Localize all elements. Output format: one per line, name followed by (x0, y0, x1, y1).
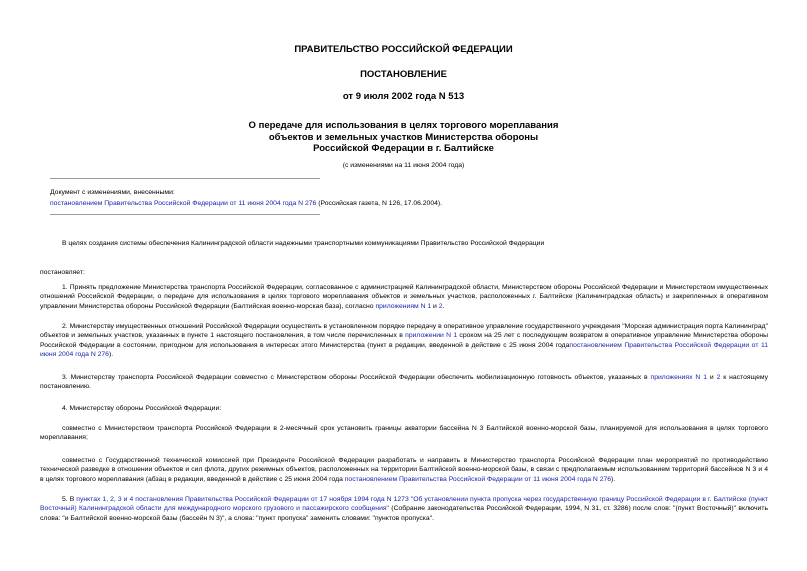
paragraph-3-mid: и (706, 374, 717, 381)
title-line: О передаче для использования в целях торгового мореплавания (248, 120, 559, 131)
title-line: объектов и земельных участков Министерства обороны (268, 131, 539, 143)
divider-bottom (50, 214, 320, 215)
document-type: ПОСТАНОВЛЕНИЕ (360, 69, 447, 80)
paragraph-5-end: (Собрание законодательства Российской Федерации, 1994, N 31, ст. 3286) после слов: "(пункт Восточный)" включить слова: "и Балтийской военно-морской базы (бассейн N 3)", а слова: "пункт пропуска" заменить словами: "пунктов пропуска". (40, 505, 768, 522)
amendment-note: (с изменениями на 11 июня 2004 года) (342, 162, 465, 169)
document-title (0, 120, 807, 155)
paragraph-2-mid: сроком на 25 лет с последующим возвратом в оперативное управление Министерства обороны Российской Федерации в состоянии, пригодном для использования в интересах этого Министерства (пункт в редакции, введенной в действие с 25 июня 2004 года (40, 332, 768, 349)
paragraph-4: 4. Министерству обороны Российской Федерации: (62, 405, 222, 412)
title-line: Российской Федерации в г. Балтийске (313, 143, 494, 154)
appendix-1-link[interactable]: приложениях N 1 (650, 374, 707, 381)
paragraph-2-text: 2. Министерству имущественных отношений Российской Федерации осуществить в установленном порядке передачу в оперативное управление государственного учреждения "Морская администрация порта Калининград" объектов и земельных участков, указанных в пункте 1 настоящего постановления, в том числе перечисленных в (40, 323, 768, 340)
amending-decree-link[interactable]: постановлением Правительства Российской Федерации от 11 июня 2004 года N 276 (40, 341, 769, 359)
paragraph-1-text: 1. Принять предложение Министерства транспорта Российской Федерации, согласованное с администрацией Калининградской области, Министерством обороны Российской Федерации и Министерством имущественных отношений Российской Федерации, о передаче для использования в целях торгового мореплавания объектов и земельных участков, расположенных г. Балтийске (Калининградская область) и закрепленных в оперативном управлении Министерства обороны Российской Федерации (Балтийская военно-морская база), согласно (40, 284, 768, 310)
appendix-1-link[interactable]: приложении N 1 (405, 332, 458, 340)
decree-1273-link[interactable]: пунктах 1, 2, 3 и 4 постановления Правительства Российской Федерации от 17 ноября 1994 года N 1273 "Об установлении пункта пропуска через государственную границу Российской Федерации в г. Балтийске (пункт Восточный) Калининградской области для международного морского грузового и пассажирского сообщения" (40, 496, 769, 513)
document-date-number: от 9 июля 2002 года N 513 (342, 91, 465, 102)
decides: постановляет: (40, 269, 85, 276)
appendix-1-link[interactable]: приложениям N 1 (375, 302, 432, 310)
paragraph-1 (40, 283, 768, 311)
paragraph-3 (40, 373, 768, 392)
paragraph-3-end: к настоящему постановлению. (40, 374, 768, 391)
amending-decree-link[interactable]: постановлением Правительства Российской Федерации от 11 июня 2004 года N 276 (344, 475, 612, 483)
paragraph-5-start: 5. В (62, 496, 77, 503)
appendix-2-link[interactable]: 2 (438, 302, 443, 310)
divider-top (50, 178, 320, 179)
amending-decree-link[interactable]: постановлением Правительства Российской Федерации от 11 июня 2004 года N 276 (50, 200, 317, 207)
changes-source (50, 200, 770, 209)
preamble: В целях создания системы обеспечения Калининградской области надежными транспортными коммуникациями Правительство Российской Федерации (62, 240, 545, 247)
paragraph-4-item-a: совместно с Министерством транспорта Российской Федерации в 2-месячный срок установить границы акватории бассейна N 3 Балтийской военно-морской базы, планируемой для использования в целях торгового мореплавания; (40, 425, 768, 442)
paragraph-2-end: ). (108, 351, 114, 359)
paragraph-3-text: 3. Министерству транспорта Российской Федерации совместно с Министерством обороны Российской Федерации обеспечить мобилизационную готовность объектов, указанных в (62, 374, 651, 381)
paragraph-1-mid: и (431, 302, 439, 310)
paragraph-4-item-b (40, 456, 768, 484)
appendix-2-link[interactable]: 2 (716, 374, 721, 381)
changes-source-suffix: (Российская газета, N 126, 17.06.2004). (316, 200, 443, 207)
paragraph-5 (40, 495, 768, 523)
paragraph-4b-end: ). (611, 475, 616, 483)
paragraph-1-end: . (442, 302, 445, 310)
paragraph-4b-text: совместно с Государственной технической комиссией при Президенте Российской Федерации разработать и направить в Министерство транспорта Российской Федерации план мероприятий по противодействию технической разведке в отношении объектов и сил флота, других режимных объектов, расположенных на территории Балтийской военно-морской базы, в связи с предполагаемым использованием территорий бассейнов N 3 и 4 в целях торгового мореплавания (абзац в редакции, введенной в действие с 25 июня 2004 года (40, 457, 768, 483)
changes-label: Документ с изменениями, внесенными: (50, 189, 175, 196)
paragraph-2 (40, 322, 768, 360)
issuing-authority: ПРАВИТЕЛЬСТВО РОССИЙСКОЙ ФЕДЕРАЦИИ (294, 44, 513, 55)
